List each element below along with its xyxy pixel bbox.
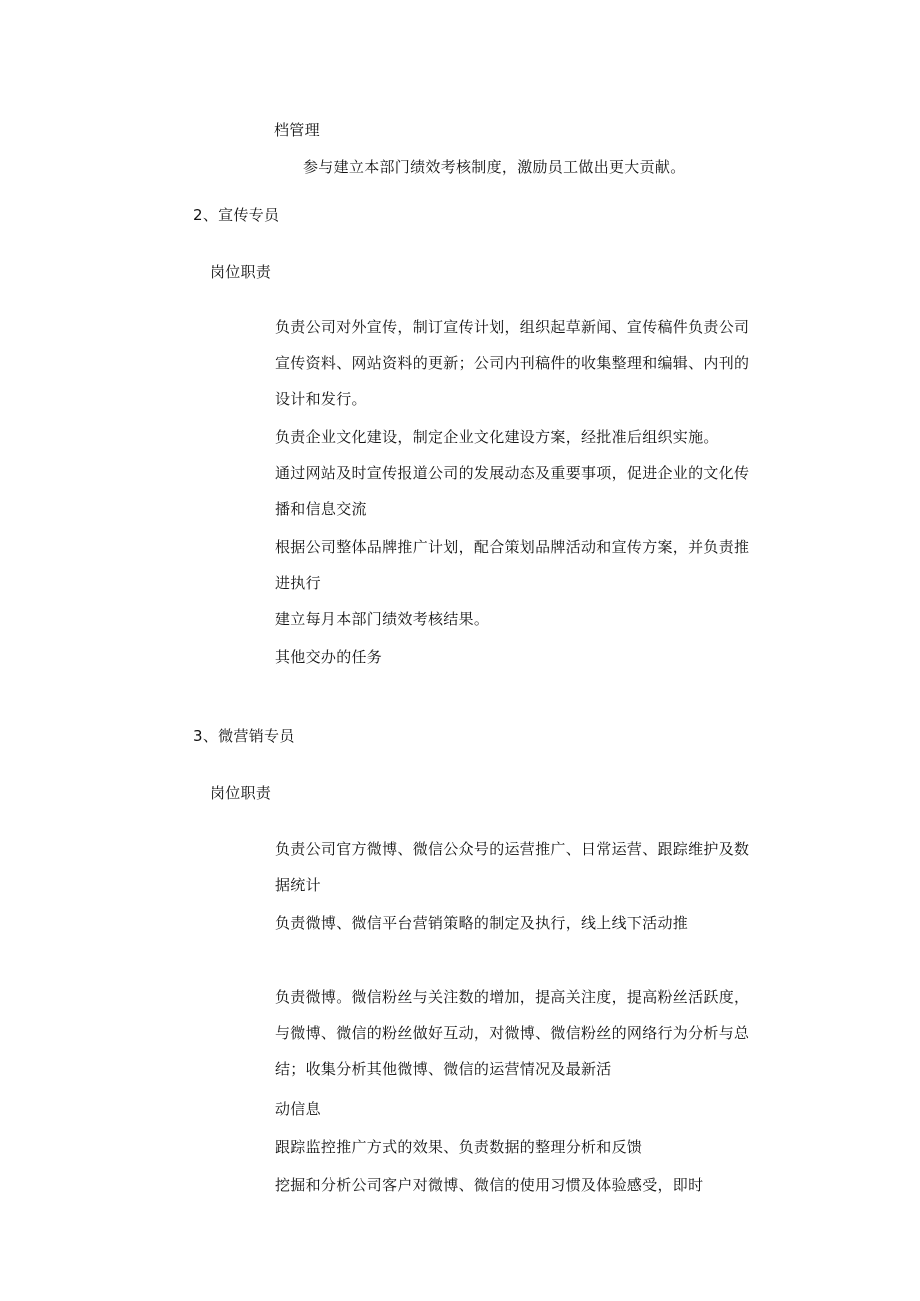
section-2-line: 设计和发行。 <box>275 390 367 408</box>
section-2-heading: 2、宣传专员 <box>193 206 280 224</box>
intro-line-1: 档管理 <box>274 121 320 139</box>
section-2-line: 其他交办的任务 <box>275 648 383 666</box>
section-3-line: 跟踪监控推广方式的效果、负责数据的整理分析和反馈 <box>275 1138 643 1156</box>
section-3-line: 负责公司官方微博、微信公众号的运营推广、日常运营、跟踪维护及数 <box>275 840 750 858</box>
section-2-line: 通过网站及时宣传报道公司的发展动态及重要事项，促进企业的文化传 <box>275 464 750 482</box>
section-3-line: 结；收集分析其他微博、微信的运营情况及最新活 <box>275 1060 612 1078</box>
section-3-line: 挖掘和分析公司客户对微博、微信的使用习惯及体验感受，即时 <box>275 1176 704 1194</box>
section-3-subheading: 岗位职责 <box>210 784 272 802</box>
section-3-heading: 3、微营销专员 <box>193 727 295 745</box>
section-3-line: 动信息 <box>275 1100 321 1118</box>
section-2-subheading: 岗位职责 <box>210 263 272 281</box>
section-3-line: 与微博、微信的粉丝做好互动，对微博、微信粉丝的网络行为分析与总 <box>275 1024 750 1042</box>
intro-line-2: 参与建立本部门绩效考核制度，激励员工做出更大贡献。 <box>303 158 686 176</box>
section-2-line: 建立每月本部门绩效考核结果。 <box>275 610 490 628</box>
section-2-line: 负责公司对外宣传，制订宣传计划，组织起草新闻、宣传稿件负责公司 <box>275 318 750 336</box>
section-2-line: 播和信息交流 <box>275 500 367 518</box>
section-3-line: 据统计 <box>275 876 321 894</box>
section-3-line: 负责微博、微信平台营销策略的制定及执行，线上线下活动推 <box>275 914 689 932</box>
section-2-line: 负责企业文化建设，制定企业文化建设方案，经批准后组织实施。 <box>275 428 719 446</box>
section-2-line: 宣传资料、网站资料的更新；公司内刊稿件的收集整理和编辑、内刊的 <box>275 354 750 372</box>
section-2-line: 根据公司整体品牌推广计划，配合策划品牌活动和宣传方案，并负责推 <box>275 538 750 556</box>
section-2-line: 进执行 <box>275 574 321 592</box>
section-3-line: 负责微博。微信粉丝与关注数的增加，提高关注度，提高粉丝活跃度， <box>275 988 750 1006</box>
